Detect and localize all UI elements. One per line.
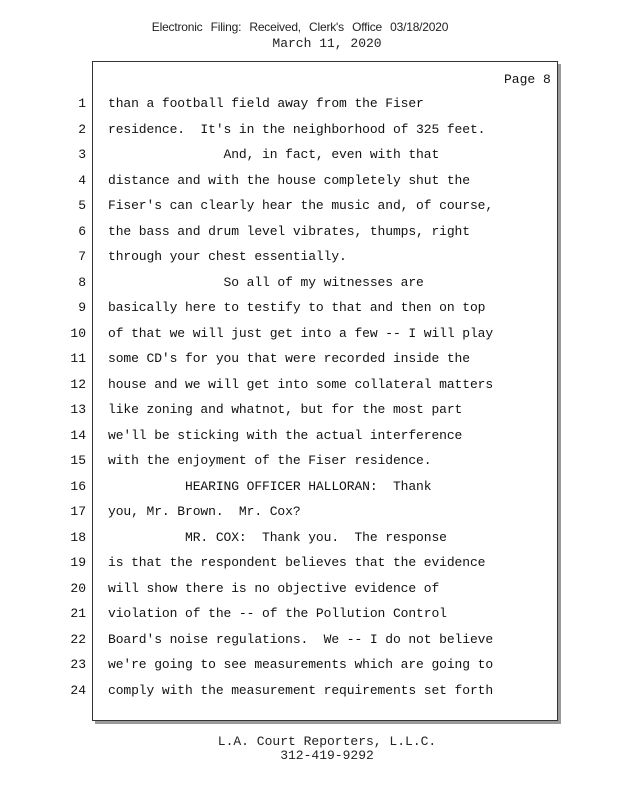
transcript-line: some CD's for you that were recorded inside the — [108, 351, 470, 366]
transcript-line: residence. It's in the neighborhood of 325 feet. — [108, 121, 486, 137]
line-number: 24 — [70, 682, 86, 698]
line-number: 11 — [70, 351, 86, 366]
line-number: 3 — [78, 147, 86, 162]
transcript-line: of that we will just get into a few -- I will play — [108, 325, 494, 341]
line-number: 16 — [70, 478, 86, 494]
line-number: 8 — [78, 274, 86, 290]
transcript-line: we'll be sticking with the actual interference — [108, 427, 463, 443]
transcript-line: with the enjoyment of the Fiser residence. — [108, 453, 432, 468]
line-number: 21 — [70, 606, 86, 621]
page-number: Page 8 — [504, 72, 551, 87]
transcript-line: through your chest essentially. — [108, 249, 347, 264]
line-number: 20 — [70, 580, 86, 596]
transcript-line: Board's noise regulations. We -- I do not believe — [108, 631, 494, 647]
transcript-line: basically here to testify to that and then on top — [108, 300, 486, 315]
transcript-line: distance and with the house completely shut the — [108, 172, 470, 188]
court-reporter-name: L.A. Court Reporters, L.L.C. — [217, 734, 437, 749]
transcript-line: than a football field away from the Fiser — [108, 96, 424, 111]
transcript-line: will show there is no objective evidence of — [108, 580, 440, 596]
line-number: 9 — [78, 300, 86, 315]
transcript-line: house and we will get into some collateral matters — [108, 376, 494, 392]
transcript-line: we're going to see measurements which are going to — [108, 657, 494, 672]
line-number: 17 — [70, 504, 86, 519]
line-number: 4 — [78, 172, 86, 188]
transcript-line: comply with the measurement requirements set forth — [108, 682, 494, 698]
transcript-line: MR. COX: Thank you. The response — [108, 529, 447, 545]
line-number: 5 — [78, 198, 86, 213]
line-number: 13 — [70, 402, 86, 417]
line-number: 7 — [78, 249, 86, 264]
line-number: 23 — [70, 657, 86, 672]
line-number: 2 — [78, 121, 86, 137]
hearing-date: March 11, 2020 — [272, 36, 382, 51]
line-number: 18 — [70, 529, 86, 545]
line-number: 1 — [78, 96, 86, 111]
transcript-line: you, Mr. Brown. Mr. Cox? — [108, 504, 301, 519]
transcript-line: Fiser's can clearly hear the music and, of course, — [108, 198, 494, 213]
court-reporter-phone: 312-419-9292 — [280, 748, 374, 763]
line-number: 10 — [70, 325, 86, 341]
transcript-line: So all of my witnesses are — [108, 274, 424, 290]
transcript-line: the bass and drum level vibrates, thumps, right — [108, 223, 470, 239]
line-number: 14 — [70, 427, 86, 443]
line-number: 6 — [78, 223, 86, 239]
transcript-line: violation of the -- of the Pollution Control — [108, 606, 447, 621]
transcript-line: is that the respondent believes that the evidence — [108, 555, 486, 570]
line-number: 22 — [70, 631, 86, 647]
transcript-line: like zoning and whatnot, but for the most part — [108, 402, 463, 417]
transcript-line: HEARING OFFICER HALLORAN: Thank — [108, 478, 432, 494]
line-number: 19 — [70, 555, 86, 570]
line-number: 15 — [70, 453, 86, 468]
transcript-line: And, in fact, even with that — [108, 147, 440, 162]
filing-stamp: Electronic Filing: Received, Clerk's Office 03/18/2020 — [151, 20, 449, 34]
line-number: 12 — [70, 376, 86, 392]
